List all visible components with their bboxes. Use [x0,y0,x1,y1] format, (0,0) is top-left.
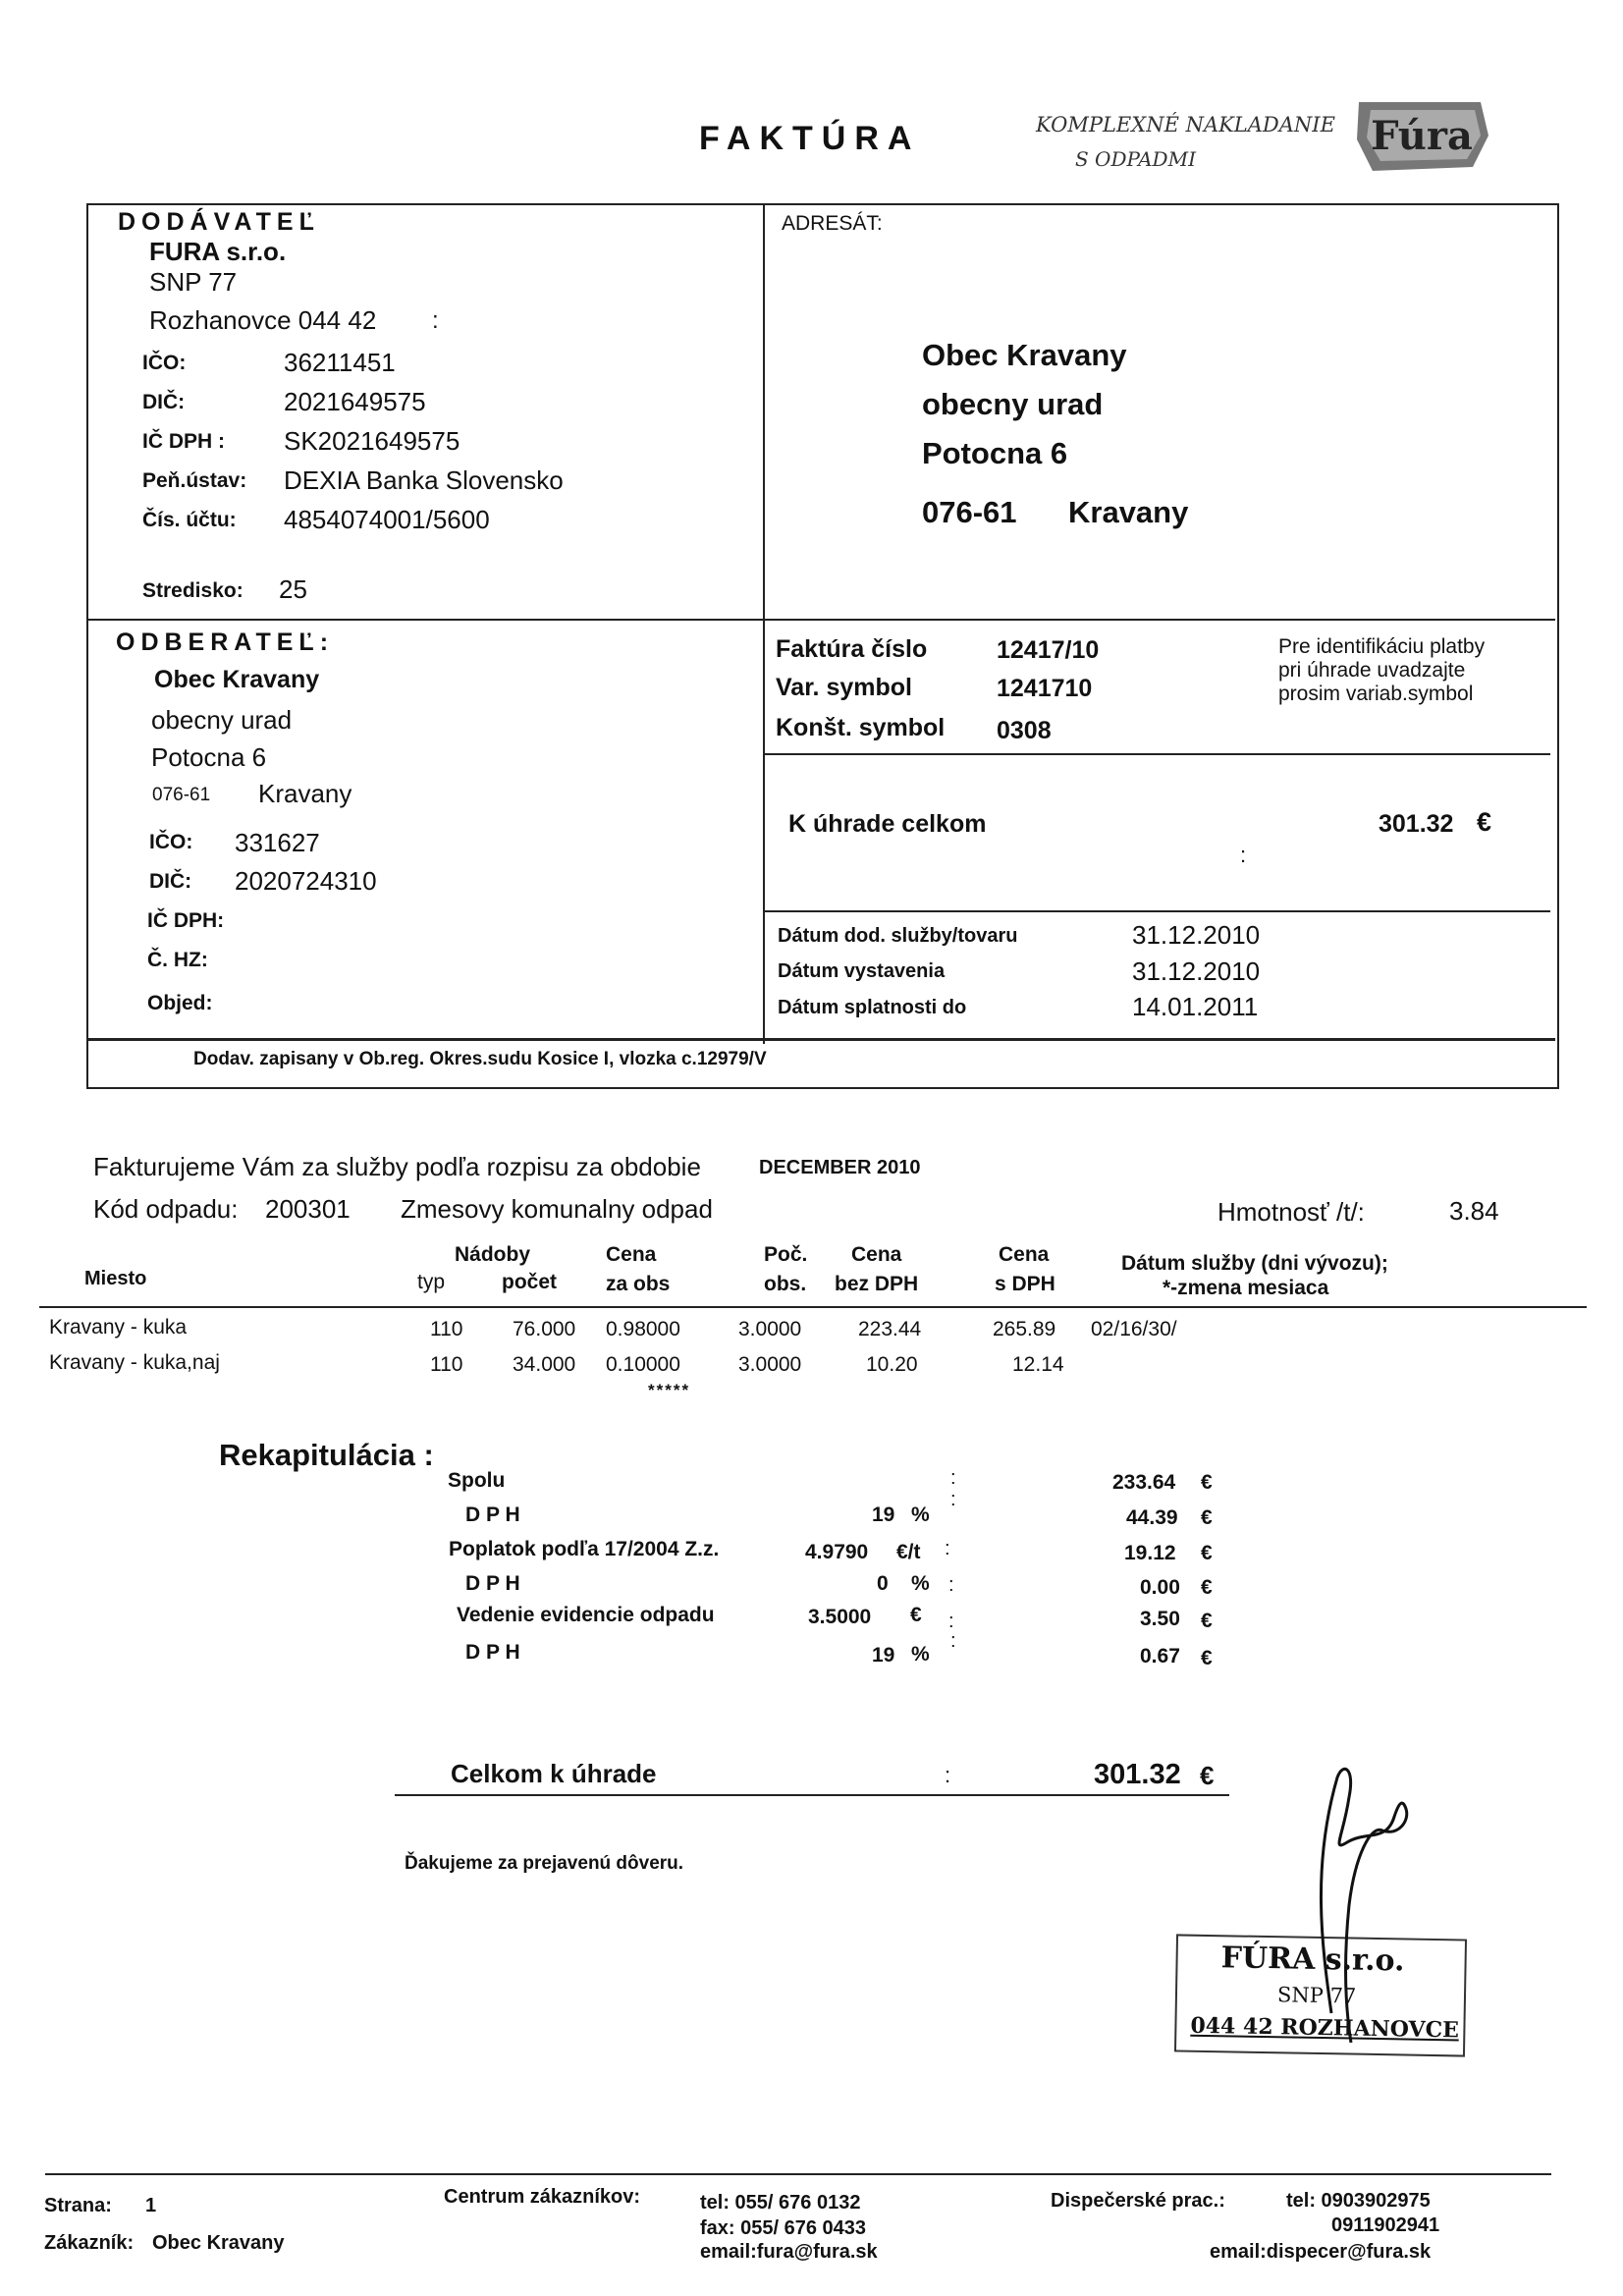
col-num-header: Poč. [764,1243,808,1266]
customer-icdph-label: IČ DPH: [147,909,225,932]
recap-unit: % [911,1643,930,1666]
recap-currency: € [1201,1610,1213,1632]
recap-colon: : [948,1611,954,1632]
center-label: Stredisko: [142,579,243,602]
payment-note-line-1: Pre identifikáciu platby [1278,635,1486,658]
recap-label: D P H [465,1503,520,1526]
issue-date: 31.12.2010 [1132,957,1261,986]
recap-currency: € [1201,1576,1213,1599]
recap-amount: 19.12 [1124,1542,1176,1564]
waste-code-label: Kód odpadu: [93,1194,239,1224]
thank-you-note: Ďakujeme za prejavenú dôveru. [405,1853,684,1874]
recap-currency: € [1201,1471,1213,1494]
waste-name: Zmesovy komunalny odpad [401,1194,713,1224]
customer-label: Zákazník: [44,2232,135,2254]
recap-rate: 4.9790 [805,1541,869,1563]
col-gross-sub-header: s DPH [995,1273,1055,1295]
customer-value: Obec Kravany [152,2232,285,2254]
stamp-line-1: FÚRA s.r.o. [1220,1941,1405,1979]
supplier-bank-label: Peň.ústav: [142,469,247,492]
recap-unit: % [911,1572,930,1595]
supplier-ico: 36211451 [284,348,396,377]
fura-logo [1353,96,1490,175]
recap-currency: € [1201,1506,1213,1529]
service-date-label: Dátum dod. služby/tovaru [778,925,1018,947]
slogan-line-1: KOMPLEXNÉ NAKLADANIE [1036,113,1335,137]
recap-rate: 0 [877,1572,889,1595]
col-num-sub-header: obs. [764,1273,807,1295]
row-place: Kravany - kuka,naj [49,1351,220,1374]
addressee-heading: ADRESÁT: [782,212,883,235]
recap-colon: : [948,1574,954,1596]
customer-center-email: email:fura@fura.sk [700,2241,878,2263]
waste-code: 200301 [265,1194,351,1224]
supplier-icdph-label: IČ DPH : [142,430,225,453]
addressee-city: Kravany [1068,495,1189,529]
dispatch-tel-2: 0911902941 [1331,2214,1440,2236]
intro-text: Fakturujeme Vám za služby podľa rozpisu za obdobie [93,1152,701,1181]
stamp-line-2: SNP 77 [1276,1983,1357,2008]
col-containers-header: Nádoby [455,1243,531,1266]
customer-zip: 076-61 [152,785,211,805]
col-place-header: Miesto [84,1268,147,1289]
supplier-name: FURA s.r.o. [149,237,287,266]
amount-due-label: K úhrade celkom [788,810,987,838]
invoice-number-label: Faktúra číslo [776,635,928,663]
recap-heading: Rekapitulácia : [219,1438,434,1472]
customer-line-2: obecny urad [151,705,293,735]
amount-due-currency: € [1477,807,1492,837]
addressee-zip: 076-61 [922,495,1017,529]
recap-currency: € [1201,1542,1213,1564]
dispatch-email: email:dispecer@fura.sk [1210,2241,1432,2263]
row-num: 3.0000 [738,1353,802,1376]
recap-rate: 19 [872,1503,895,1526]
addressee-line-3: Potocna 6 [922,436,1068,470]
recap-amount: 233.64 [1112,1471,1176,1494]
customer-order-label: Objed: [147,992,213,1014]
recap-unit: % [911,1503,930,1526]
recap-label: Poplatok podľa 17/2004 Z.z. [449,1538,720,1560]
customer-name: Obec Kravany [154,666,320,693]
issue-date-label: Dátum vystavenia [778,960,946,982]
col-count-header: počet [502,1271,558,1293]
row-place: Kravany - kuka [49,1316,188,1339]
supplier-account-label: Čís. účtu: [142,509,237,531]
supplier-dic-label: DIČ: [142,391,186,413]
recap-amount: 0.00 [1140,1576,1180,1599]
row-net: 10.20 [866,1353,918,1376]
col-gross-header: Cena [999,1243,1050,1266]
registry-note: Dodav. zapisany v Ob.reg. Okres.sudu Kosice I, vlozka c.12979/V [193,1049,767,1069]
recap-label: D P H [465,1572,520,1595]
row-count: 76.000 [513,1318,576,1340]
addressee-line-2: obecny urad [922,387,1104,421]
dispatch-label: Dispečerské prac.: [1051,2190,1225,2212]
logo-text: Fúra [1371,113,1473,159]
supplier-heading: DODÁVATEĽ [118,208,320,236]
row-gross: 12.14 [1012,1353,1064,1376]
row-gross: 265.89 [993,1318,1056,1340]
const-symbol-label: Konšt. symbol [776,714,946,741]
payment-note-line-3: prosim variab.symbol [1278,683,1474,705]
supplier-city: Rozhanovce 044 42 [149,305,377,335]
col-price-header: Cena [606,1243,657,1266]
row-net: 223.44 [858,1318,922,1340]
recap-rate: 19 [872,1644,895,1667]
billing-period: DECEMBER 2010 [759,1157,921,1178]
service-date: 31.12.2010 [1132,920,1261,950]
row-price: 0.98000 [606,1318,680,1340]
grand-total-currency: € [1200,1761,1215,1790]
supplier-dic: 2021649575 [284,387,426,416]
customer-ico-label: IČO: [149,831,193,853]
recap-label: Vedenie evidencie odpadu [457,1604,715,1626]
supplier-city-colon: : [432,307,439,334]
recap-label: Spolu [448,1469,506,1492]
grand-total-label: Celkom k úhrade [451,1759,657,1788]
recap-label: D P H [465,1641,520,1664]
supplier-account: 4854074001/5600 [284,505,490,534]
customer-center-fax: fax: 055/ 676 0433 [700,2217,867,2239]
table-stars: ***** [648,1381,691,1399]
recap-colon: : [950,1467,956,1489]
invoice-number: 12417/10 [997,636,1100,664]
col-net-header: Cena [851,1243,902,1266]
recap-rate: 3.5000 [808,1606,872,1628]
customer-ico: 331627 [235,828,320,857]
amount-due-colon: : [1240,843,1247,867]
supplier-ico-label: IČO: [142,352,187,374]
weight-label: Hmotnosť /t/: [1217,1197,1365,1227]
customer-center-label: Centrum zákazníkov: [444,2186,641,2208]
recap-unit: € [910,1604,922,1626]
row-num: 3.0000 [738,1318,802,1340]
col-type-header: typ [417,1271,446,1293]
grand-total-colon: : [945,1763,951,1787]
signature [1292,1758,1430,2052]
var-symbol-label: Var. symbol [776,674,912,701]
row-price: 0.10000 [606,1353,680,1376]
due-date-label: Dátum splatnosti do [778,997,967,1018]
row-type: 110 [430,1318,463,1340]
weight-value: 3.84 [1449,1196,1499,1226]
customer-dic-label: DIČ: [149,870,192,893]
slogan-line-2: S ODPADMI [1075,147,1196,171]
recap-unit: €/t [896,1541,921,1563]
customer-city: Kravany [258,779,352,808]
supplier-icdph: SK2021649575 [284,426,460,456]
stamp-line-3: 044 42 ROZHANOVCE [1190,2012,1460,2044]
recap-amount: 0.67 [1140,1645,1180,1667]
recap-colon: : [950,1630,956,1652]
page-number: 1 [145,2195,157,2216]
recap-colon: : [950,1489,956,1510]
col-dates-sub-header: *-zmena mesiaca [1163,1277,1329,1299]
customer-hz-label: Č. HZ: [147,949,208,971]
customer-street: Potocna 6 [151,742,267,772]
row-dates: 02/16/30/ [1091,1318,1177,1340]
payment-note-line-2: pri úhrade uvadzajte [1278,659,1466,682]
const-symbol: 0308 [997,717,1052,744]
customer-heading: ODBERATEĽ: [116,629,335,656]
recap-colon: : [945,1538,950,1559]
center-value: 25 [279,574,307,604]
row-type: 110 [430,1353,463,1376]
recap-amount: 44.39 [1126,1506,1178,1529]
recap-amount: 3.50 [1140,1608,1180,1630]
due-date: 14.01.2011 [1132,992,1259,1021]
addressee-line-1: Obec Kravany [922,338,1127,372]
dispatch-tel-1: tel: 0903902975 [1286,2190,1431,2212]
var-symbol: 1241710 [997,675,1093,702]
page-label: Strana: [44,2195,112,2216]
customer-dic: 2020724310 [235,866,377,896]
amount-due: 301.32 [1379,810,1454,838]
recap-currency: € [1201,1647,1213,1669]
col-price-sub-header: za obs [606,1273,671,1295]
grand-total: 301.32 [1094,1759,1181,1790]
col-net-sub-header: bez DPH [835,1273,919,1295]
col-dates-header: Dátum služby (dni vývozu); [1121,1252,1388,1275]
supplier-bank: DEXIA Banka Slovensko [284,465,564,495]
supplier-street: SNP 77 [149,267,238,297]
customer-center-tel: tel: 055/ 676 0132 [700,2192,861,2214]
row-count: 34.000 [513,1353,576,1376]
invoice-title: FAKTÚRA [699,120,921,157]
